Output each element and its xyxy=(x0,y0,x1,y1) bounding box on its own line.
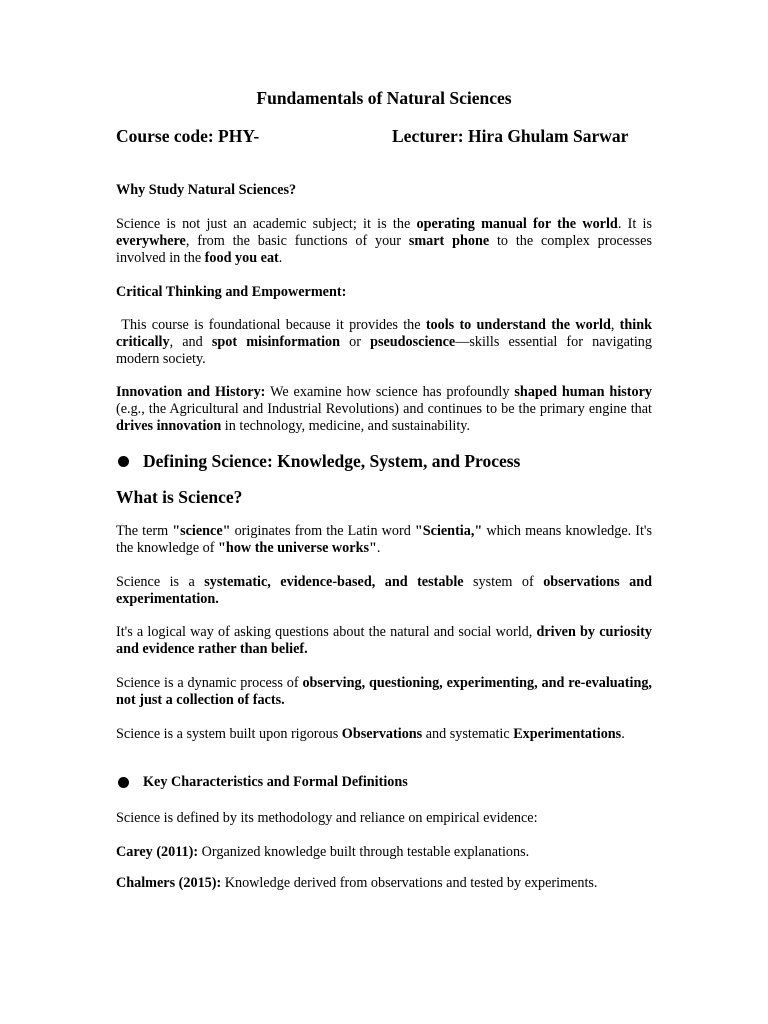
text-run: (e.g., the Agricultural and Industrial Revolutions) and continues to be the primary engine that xyxy=(116,401,652,417)
emphasis: "science" xyxy=(172,523,231,539)
bullet-icon xyxy=(118,456,129,467)
emphasis: pseudoscience xyxy=(370,334,456,350)
text-run: Science is a xyxy=(116,574,205,590)
text-run: . xyxy=(621,726,625,742)
key-characteristics-heading: Key Characteristics and Formal Definitions xyxy=(143,774,408,790)
science-logic-paragraph xyxy=(116,624,652,658)
emphasis: observations and experimentation. xyxy=(116,574,652,607)
emphasis: observing, questioning, experimenting, and re-evaluating, not just a collection of facts. xyxy=(116,675,652,708)
emphasis: driven by curiosity and evidence rather than belief. xyxy=(116,624,652,657)
defining-science-bullet xyxy=(116,451,676,472)
text-run: which means knowledge. It's the knowledge of xyxy=(116,523,652,556)
text-run: —skills essential for navigating modern society. xyxy=(116,334,656,367)
critical-thinking-heading: Critical Thinking and Empowerment: xyxy=(116,284,347,300)
science-system-paragraph xyxy=(116,574,652,608)
text-run: Organized knowledge built through testable explanations. xyxy=(198,844,530,860)
text-run: The term xyxy=(116,523,173,539)
text-run: , and xyxy=(169,334,212,350)
emphasis: Experimentations xyxy=(513,726,622,742)
text-run: in technology, medicine, and sustainability. xyxy=(221,418,471,434)
emphasis: drives innovation xyxy=(116,418,222,434)
text-run: . xyxy=(278,250,283,266)
science-origin-paragraph xyxy=(116,523,652,557)
text-run: . It is xyxy=(617,216,652,232)
key-characteristics-bullet xyxy=(116,774,676,791)
defining-science-heading: Defining Science: Knowledge, System, and Process xyxy=(143,451,521,471)
emphasis: tools to understand the world xyxy=(425,317,611,333)
text-run: to the complex processes involved in the xyxy=(116,233,653,266)
emphasis: think critically xyxy=(116,317,656,350)
text-run: , xyxy=(610,317,620,333)
emphasis: spot misinformation xyxy=(211,334,340,350)
what-is-science-heading: What is Science? xyxy=(116,487,243,507)
emphasis: shaped human history xyxy=(514,384,652,400)
science-observation-paragraph xyxy=(116,726,652,743)
document-title: Fundamentals of Natural Sciences xyxy=(256,88,512,108)
critical-thinking-paragraph xyxy=(116,317,656,368)
citation: Carey (2011): xyxy=(116,844,199,860)
citation: Chalmers (2015): xyxy=(116,875,222,891)
emphasis: operating manual for the world xyxy=(416,216,618,232)
text-run: Science is a dynamic process of xyxy=(116,675,303,691)
text-run: system of xyxy=(463,574,544,590)
emphasis: Observations xyxy=(341,726,423,742)
emphasis: food you eat xyxy=(204,250,279,266)
definition-intro: Science is defined by its methodology and reliance on empirical evidence: xyxy=(116,810,538,826)
emphasis: "Scientia," xyxy=(414,523,483,539)
text-run: originates from the Latin word xyxy=(230,523,415,539)
text-run: . xyxy=(376,540,381,556)
text-run: , from the basic functions of your xyxy=(185,233,409,249)
chalmers-definition xyxy=(116,875,676,892)
innovation-paragraph xyxy=(116,384,652,435)
text-run: and systematic xyxy=(422,726,514,742)
carey-definition xyxy=(116,844,652,861)
emphasis: smart phone xyxy=(408,233,490,249)
text-run: Knowledge derived from observations and tested by experiments. xyxy=(221,875,598,891)
science-process-paragraph xyxy=(116,675,652,709)
emphasis: "how the universe works" xyxy=(218,540,377,556)
text-run: It's a logical way of asking questions about the natural and social world, xyxy=(116,624,537,640)
text-run: This course is foundational because it provides the xyxy=(116,317,426,333)
text-run: Science is not just an academic subject; it is the xyxy=(116,216,417,232)
course-code: Course code: PHY- xyxy=(116,126,260,146)
why-study-heading: Why Study Natural Sciences? xyxy=(116,182,297,198)
emphasis: systematic, evidence-based, and testable xyxy=(204,574,464,590)
text-run: Science is a system built upon rigorous xyxy=(116,726,342,742)
text-run: We examine how science has profoundly xyxy=(265,384,515,400)
lecturer-name: Lecturer: Hira Ghulam Sarwar xyxy=(392,126,629,146)
why-study-paragraph xyxy=(116,216,652,267)
emphasis: everywhere xyxy=(116,233,186,249)
bullet-icon xyxy=(118,777,129,788)
text-run: or xyxy=(340,334,371,350)
innovation-label: Innovation and History: xyxy=(116,384,266,400)
